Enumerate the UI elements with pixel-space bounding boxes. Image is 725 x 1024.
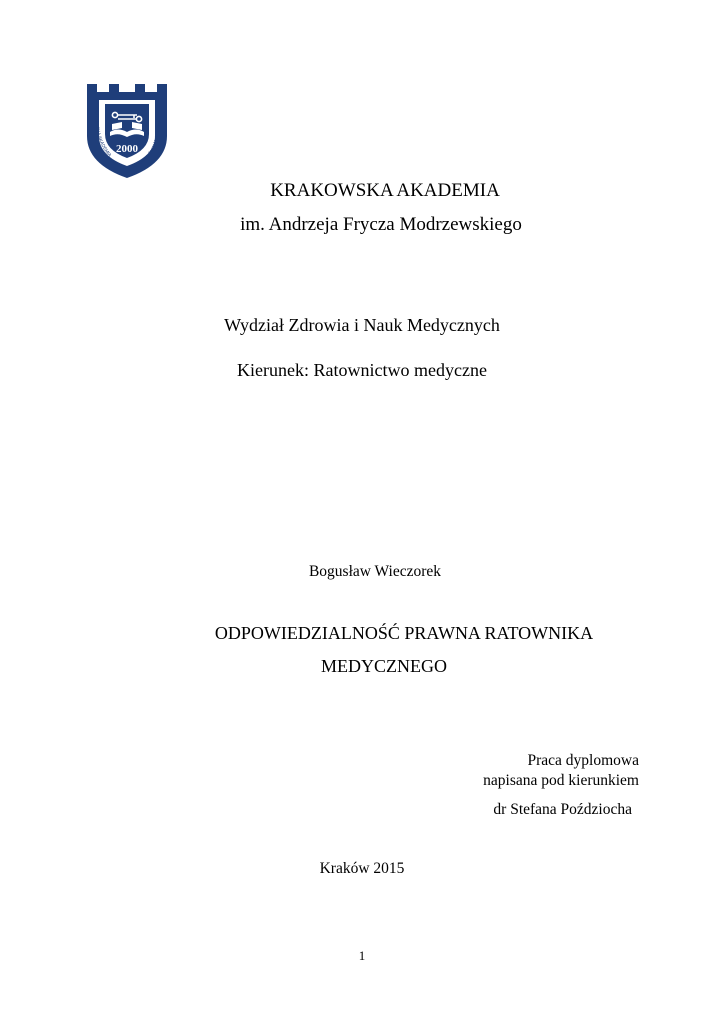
logo-ring-text-left: KRAKOWSKA AKADEMIA <box>93 106 113 158</box>
thesis-supervision: napisana pod kierunkiem <box>483 772 639 789</box>
thesis-type: Praca dyplomowa <box>527 752 639 769</box>
thesis-supervisor: dr Stefana Poździocha <box>493 801 632 818</box>
faculty-name: Wydział Zdrowia i Nauk Medycznych <box>224 315 500 335</box>
author-name: Bogusław Wieczorek <box>308 563 442 580</box>
university-name: KRAKOWSKA AKADEMIA <box>270 180 500 201</box>
field-of-study: Kierunek: Ratownictwo medyczne <box>237 360 487 380</box>
logo-ring-text-right: im. Andrzeja Frycza Modrzewskiego <box>133 119 162 169</box>
thesis-title-line1: ODPOWIEDZIALNOŚĆ PRAWNA RATOWNIKA <box>214 623 594 643</box>
logo-year: 2000 <box>116 143 138 155</box>
thesis-title-line2: MEDYCZNEGO <box>321 656 447 676</box>
university-logo <box>85 84 169 178</box>
university-full-name: im. Andrzeja Frycza Modrzewskiego <box>240 214 522 235</box>
place-year: Kraków 2015 <box>319 860 405 877</box>
page-number: 1 <box>358 948 366 963</box>
